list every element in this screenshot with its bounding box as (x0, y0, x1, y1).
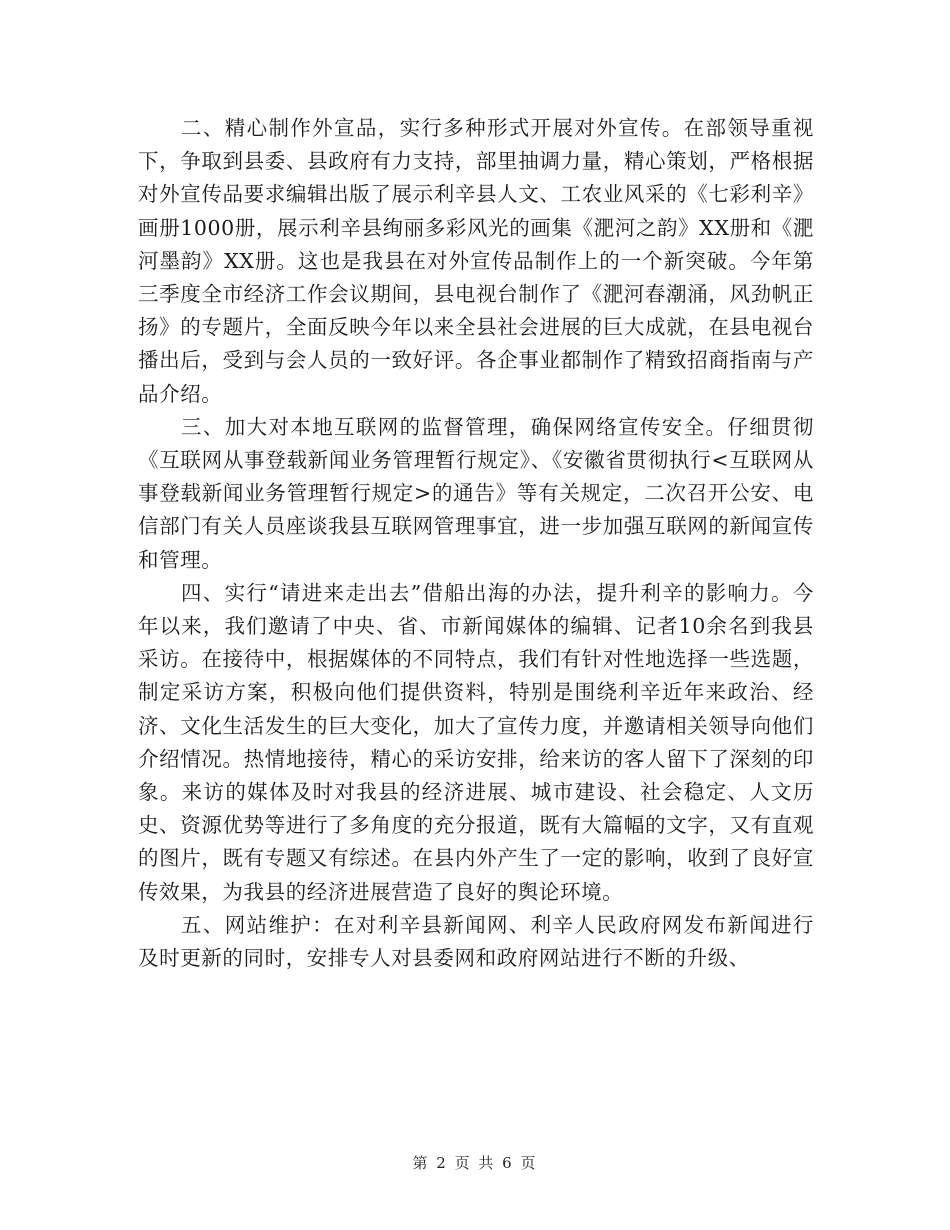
paragraph-section-4: 四、实行“请进来走出去”借船出海的办法，提升利辛的影响力。今年以来，我们邀请了中央、省、市新闻媒体的编辑、记者10余名到我县采访。在接待中，根据媒体的不同特点，我们有针对性地选择一些选题，制定采访方案，积极向他们提供资料，特别是围绕利辛近年来政治、经济、文化生活发生的巨大变化，加大了宣传力度，并邀请相关领导向他们介绍情况。热情地接待，精心的采访安排，给来访的客人留下了深刻的印象。来访的媒体及时对我县的经济进展、城市建设、社会稳定、人文历史、资源优势等进行了多角度的充分报道，既有大篇幅的文字，又有直观的图片，既有专题又有综述。在县内外产生了一定的影响，收到了良好宣传效果，为我县的经济进展营造了良好的舆论环境。 (138, 580, 814, 904)
paragraph-section-2: 二、精心制作外宣品，实行多种形式开展对外宣传。在部领导重视下，争取到县委、县政府有力支持，部里抽调力量，精心策划，严格根据对外宣传品要求编辑出版了展示利辛县人文、工农业风采的《七彩利辛》画册1000册，展示利辛县绚丽多彩风光的画集《淝河之韵》XX册和《淝河墨韵》XX册。这也是我县在对外宣传品制作上的一个新突破。今年第三季度全市经济工作会议期间，县电视台制作了《淝河春潮涌，风劲帆正扬》的专题片，全面反映今年以来全县社会进展的巨大成就，在县电视台播出后，受到与会人员的一致好评。各企事业都制作了精致招商指南与产品介绍。 (138, 116, 814, 406)
page-number-footer: 第 2 页 共 6 页 (412, 1154, 538, 1172)
document-body (138, 112, 814, 975)
paragraph-section-3: 三、加大对本地互联网的监督管理，确保网络宣传安全。仔细贯彻《互联网从事登载新闻业务管理暂行规定》、《安徽省贯彻执行<互联网从事登载新闻业务管理暂行规定>的通告》等有关规定，二次召开公安、电信部门有关人员座谈我县互联网管理事宜，进一步加强互联网的新闻宣传和管理。 (138, 414, 814, 572)
paragraph-section-5: 五、网站维护：在对利辛县新闻网、利辛人民政府网发布新闻进行及时更新的同时，安排专人对县委网和政府网站进行不断的升级、 (138, 912, 814, 971)
